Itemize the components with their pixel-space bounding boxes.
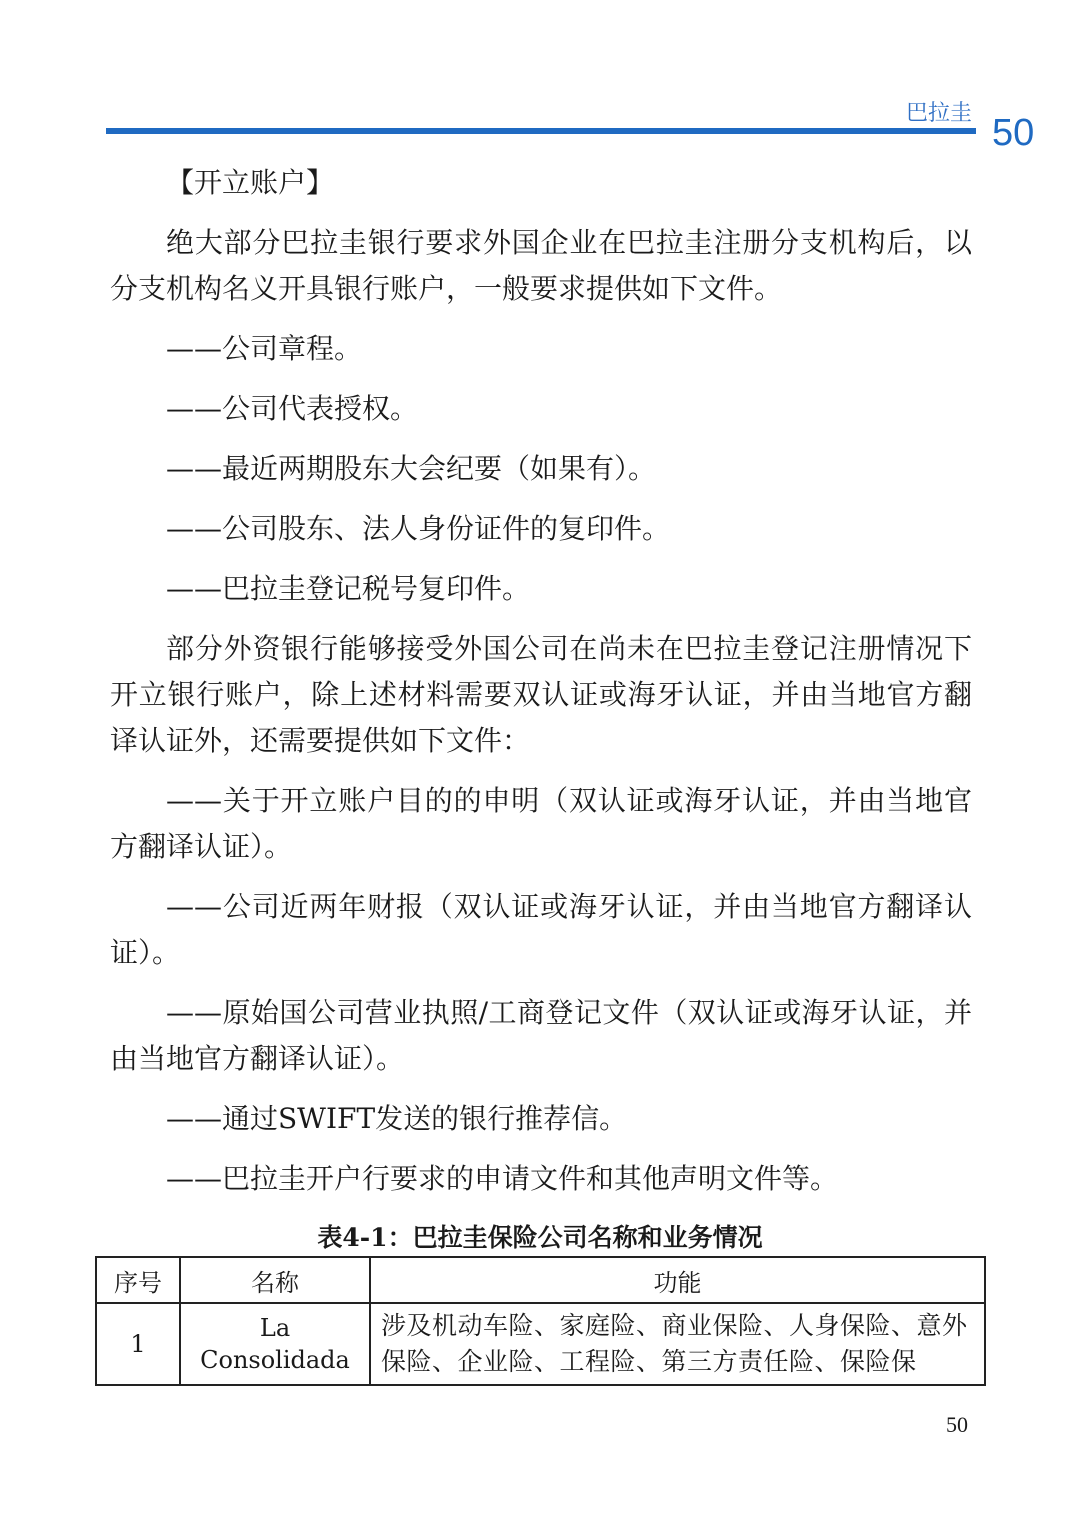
body-text (110, 160, 972, 1216)
table-cell: La Consolidada (180, 1303, 370, 1385)
list-item: ——巴拉圭开户行要求的申请文件和其他声明文件等。 (166, 1162, 839, 1195)
insurance-table (95, 1256, 986, 1386)
table-row (96, 1303, 985, 1385)
column-header: 名称 (180, 1257, 370, 1303)
header-page-number: 50 (992, 112, 1035, 154)
table-cell: 1 (96, 1303, 180, 1385)
table-header-row (96, 1257, 985, 1303)
column-header: 序号 (96, 1257, 180, 1303)
table-cell: 涉及机动车险、家庭险、商业保险、人身保险、意外保险、企业险、工程险、第三方责任险、保险保 (370, 1303, 985, 1385)
list-item: ——巴拉圭登记税号复印件。 (166, 572, 531, 605)
list-item: ——公司章程。 (166, 332, 363, 365)
header-rule (106, 128, 976, 134)
list-item: ——公司代表授权。 (166, 392, 419, 425)
section-heading: 【开立账户】 (166, 166, 335, 199)
list-item: ——通过SWIFT发送的银行推荐信。 (166, 1102, 628, 1135)
paragraph: 部分外资银行能够接受外国公司在尚未在巴拉圭登记注册情况下开立银行账户，除上述材料需要双认证或海牙认证，并由当地官方翻译认证外，还需要提供如下文件： (110, 632, 972, 757)
list-item: ——最近两期股东大会纪要（如果有）。 (166, 452, 657, 485)
paragraph: 绝大部分巴拉圭银行要求外国企业在巴拉圭注册分支机构后，以分支机构名义开具银行账户，一般要求提供如下文件。 (110, 226, 972, 305)
table-caption: 表4-1：巴拉圭保险公司名称和业务情况 (317, 1223, 763, 1252)
column-header: 功能 (370, 1257, 985, 1303)
list-item: ——原始国公司营业执照/工商登记文件（双认证或海牙认证，并由当地官方翻译认证）。 (110, 996, 972, 1075)
running-header-country: 巴拉圭 (905, 101, 972, 126)
footer-page-number: 50 (946, 1412, 968, 1437)
list-item: ——公司股东、法人身份证件的复印件。 (166, 512, 671, 545)
list-item: ——关于开立账户目的的申明（双认证或海牙认证，并由当地官方翻译认证）。 (110, 784, 972, 863)
list-item: ——公司近两年财报（双认证或海牙认证，并由当地官方翻译认证）。 (110, 890, 972, 969)
